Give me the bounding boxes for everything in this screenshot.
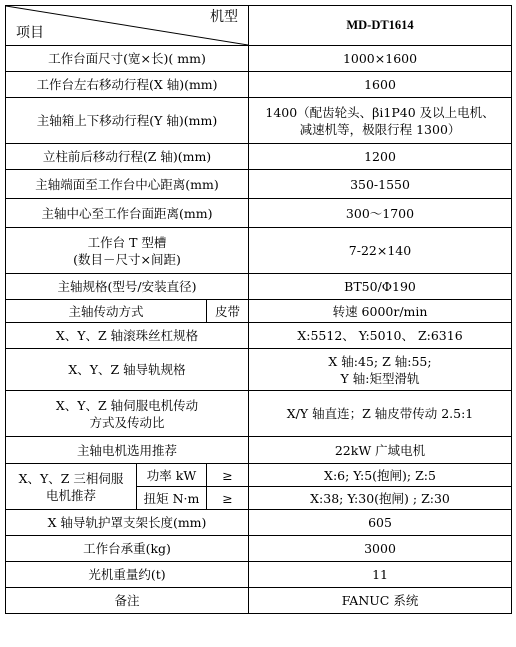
servo-label	[6, 464, 137, 510]
servo-label-line: 电机推荐	[45, 487, 96, 503]
model-name: MD-DT1614	[249, 6, 512, 46]
servo-power-row	[6, 464, 512, 487]
row-value: 1600	[249, 72, 512, 98]
table-row	[6, 391, 512, 437]
table-row	[6, 437, 512, 464]
table-row	[6, 72, 512, 98]
row-label: 工作台左右移动行程(X 轴)(mm)	[6, 72, 249, 98]
row-label: X 轴导轨护罩支架长度(mm)	[6, 510, 249, 536]
row-value-line: 1400（配齿轮头、βi1P40 及以上电机、	[265, 104, 495, 120]
torque-label: 扭矩 N·m	[137, 487, 207, 510]
table-row	[6, 349, 512, 391]
row-label: 工作台承重(kg)	[6, 536, 249, 562]
power-label: 功率 kW	[137, 464, 207, 487]
row-value	[249, 98, 512, 144]
torque-value: X:38; Y:30(抱闸) ; Z:30	[249, 487, 512, 510]
row-label: 光机重量约(t)	[6, 562, 249, 588]
row-value: 22kW 广域电机	[249, 437, 512, 464]
row-value: X/Y 轴直连；Z 轴皮带传动 2.5:1	[249, 391, 512, 437]
spec-table	[5, 5, 512, 614]
row-value: 1000×1600	[249, 46, 512, 72]
servo-label-line: X、Y、Z 三相伺服	[18, 470, 124, 486]
row-value: 3000	[249, 536, 512, 562]
row-value: 350-1550	[249, 170, 512, 199]
row-label-line: (数目－尺寸×间距)	[73, 251, 181, 267]
table-row	[6, 536, 512, 562]
row-value: FANUC 系统	[249, 588, 512, 614]
row-label-line: 方式及传动比	[89, 414, 165, 430]
row-value: 605	[249, 510, 512, 536]
table-row	[6, 98, 512, 144]
row-label	[6, 228, 249, 274]
table-row	[6, 300, 512, 323]
row-label: X、Y、Z 轴导轨规格	[6, 349, 249, 391]
row-label: 立柱前后移动行程(Z 轴)(mm)	[6, 144, 249, 170]
power-value: X:6; Y:5(抱闸); Z:5	[249, 464, 512, 487]
row-label: 主轴规格(型号/安装直径)	[6, 274, 249, 300]
row-label: 主轴箱上下移动行程(Y 轴)(mm)	[6, 98, 249, 144]
row-value	[249, 349, 512, 391]
torque-symbol: ≥	[207, 487, 249, 510]
row-label	[6, 391, 249, 437]
row-value-line: Y 轴:矩型滑轨	[340, 370, 420, 386]
table-row	[6, 274, 512, 300]
row-value: 1200	[249, 144, 512, 170]
header-row	[6, 6, 512, 46]
row-value: X:5512、 Y:5010、 Z:6316	[249, 323, 512, 349]
table-row	[6, 199, 512, 228]
table-row	[6, 323, 512, 349]
row-label: 主轴电机选用推荐	[6, 437, 249, 464]
row-label: 主轴中心至工作台面距离(mm)	[6, 199, 249, 228]
row-label-line: 工作台 T 型槽	[87, 234, 167, 250]
table-row	[6, 170, 512, 199]
row-label: 主轴传动方式	[6, 300, 207, 323]
table-row	[6, 144, 512, 170]
table-row	[6, 228, 512, 274]
row-label: 工作台面尺寸(宽×长)( mm)	[6, 46, 249, 72]
table-row	[6, 588, 512, 614]
row-label: 备注	[6, 588, 249, 614]
row-label: 主轴端面至工作台中心距离(mm)	[6, 170, 249, 199]
table-row	[6, 562, 512, 588]
row-value: 7-22×140	[249, 228, 512, 274]
table-row	[6, 510, 512, 536]
row-value-line: X 轴:45; Z 轴:55;	[328, 353, 432, 369]
header-diagonal-cell	[6, 6, 249, 46]
row-value: 300～1700	[249, 199, 512, 228]
header-item-label: 项目	[16, 25, 44, 41]
row-value-line: 减速机等，极限行程 1300）	[299, 121, 461, 137]
header-model-label: 机型	[210, 9, 239, 25]
power-symbol: ≥	[207, 464, 249, 487]
table-row	[6, 46, 512, 72]
row-value: 转速 6000r/min	[249, 300, 512, 323]
row-value: 11	[249, 562, 512, 588]
row-value: BT50/Φ190	[249, 274, 512, 300]
row-sub-label: 皮带	[207, 300, 249, 323]
row-label-line: X、Y、Z 轴伺服电机传动	[55, 397, 199, 413]
row-label: X、Y、Z 轴滚珠丝杠规格	[6, 323, 249, 349]
